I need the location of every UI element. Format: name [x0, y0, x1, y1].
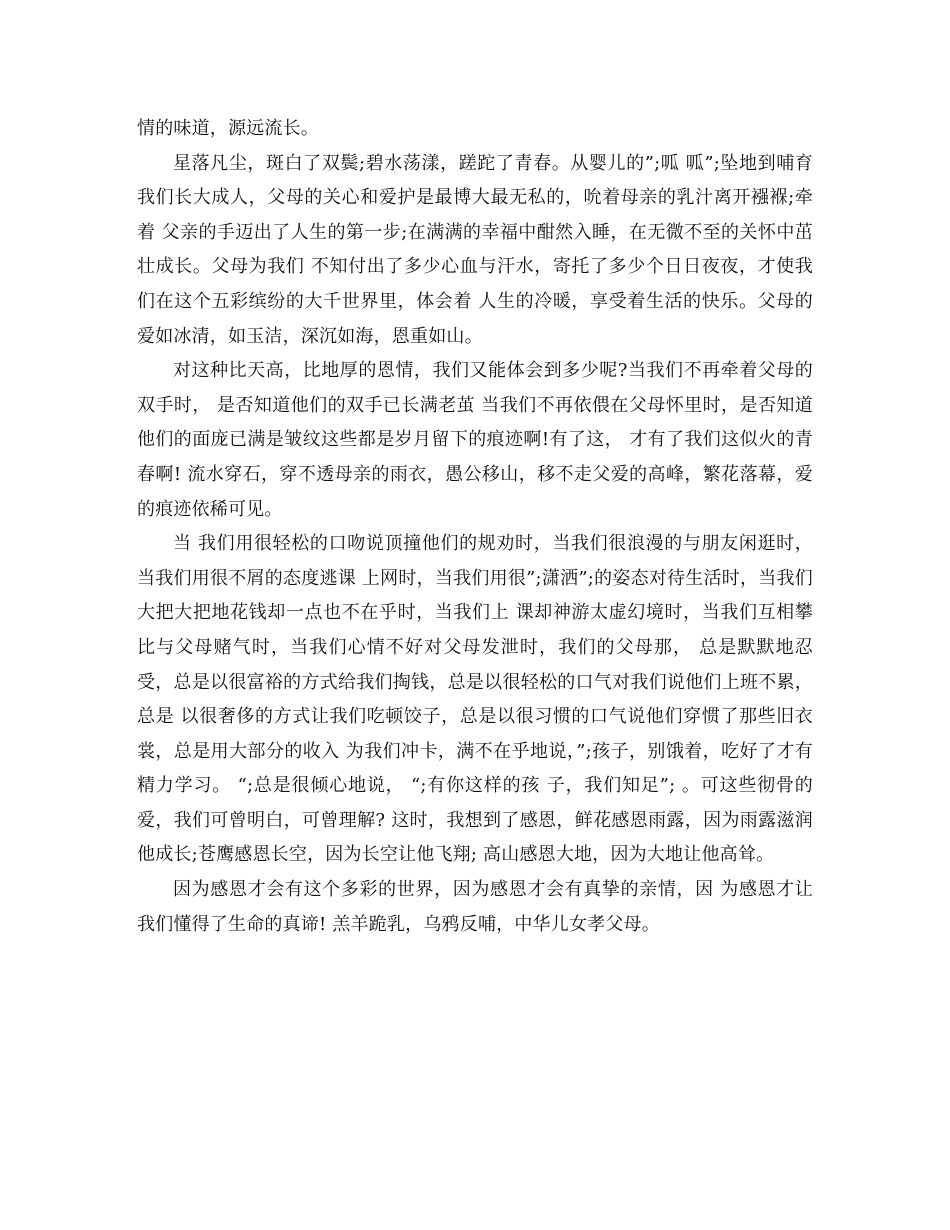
paragraph-continuation: 情的味道，源远流长。 [137, 118, 319, 139]
paragraph-parents-love: 星落凡尘，斑白了双鬓;碧水荡漾，蹉跎了青春。从婴儿的”;呱 呱”;坠地到哺育我们长大成人，父母的关心和爱护是最博大最无私的，吮着母亲的乳汁离开襁褓;牵着 父亲的手迈出了人生的第一步;在满满的幸福中酣然入睡，在无微不至的关怀中茁壮成长。父母为我们 不知付出了多少心血与汗水，寄托了多少个日日夜夜，才使我们在这个五彩缤纷的大千世界里，体会着 人生的冷暖，享受着生活的快乐。父母的爱如冰清，如玉洁，深沉如海，恩重如山。 [137, 152, 813, 347]
paragraph-our-behavior: 当 我们用很轻松的口吻说顶撞他们的规劝时，当我们很浪漫的与朋友闲逛时，当我们用很不屑的态度逃课 上网时，当我们用很”;潇洒”;的姿态对待生活时，当我们大把大把地花钱却一点也不在乎时，当我们上 课却神游太虚幻境时，当我们互相攀比与父母赌气时，当我们心情不好对父母发泄时，我们的父母那， 总是默默地忍受，总是以很富裕的方式给我们掏钱，总是以很轻松的口气对我们说他们上班不累，总是 以很奢侈的方式让我们吃顿饺子，总是以很习惯的口气说他们穿惯了那些旧衣裳，总是用大部分的收入 为我们冲卡，满不在乎地说，”;孩子，别饿着，吃好了才有精力学习。 “;总是很倾心地说， “;有你这样的孩 子，我们知足”; 。可这些彻骨的爱，我们可曾明白，可曾理解? 这时，我想到了感恩，鲜花感恩雨露，因为雨露滋润他成长;苍鹰感恩长空，因为长空让他飞翔; 高山感恩大地，因为大地让他高耸。 [137, 533, 813, 866]
paragraph-conclusion: 因为感恩才会有这个多彩的世界，因为感恩才会有真挚的亲情，因 为感恩才让我们懂得了生命的真谛! 羔羊跪乳，乌鸦反哺，中华儿女孝父母。 [137, 879, 813, 935]
paragraph-gratitude-question: 对这种比天高，比地厚的恩情，我们又能体会到多少呢?当我们不再牵着父母的双手时， 是否知道他们的双手已长满老茧 当我们不再依偎在父母怀里时，是否知道他们的面庞已满是皱纹这些都是岁月留下的痕迹啊!有了这， 才有了我们这似火的青春啊! 流水穿石，穿不透母亲的雨衣，愚公移山，移不走父爱的高峰，繁花落幕，爱的痕迹依稀可见。 [137, 360, 813, 520]
document-body [137, 112, 813, 942]
